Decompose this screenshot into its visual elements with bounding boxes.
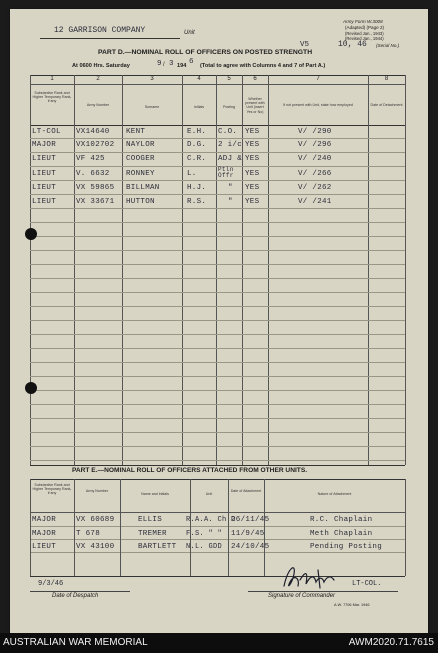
e-table-bottom-border: [30, 576, 405, 577]
ruled-line: [30, 390, 405, 391]
ruled-line: [30, 446, 405, 447]
part-e-title: PART E.—NOMINAL ROLL OF OFFICERS ATTACHED FROM OTHER UNITS.: [72, 467, 308, 474]
table-cell-initials: C.R.: [187, 155, 207, 163]
table-cell-posting: Ptln Offr: [218, 166, 234, 179]
col-header-rank: Substantive Rank and Higher Temporary Rank, if any: [32, 91, 72, 104]
e-col-divider: [228, 479, 229, 576]
col-divider: [216, 75, 217, 465]
col-number: 3: [150, 76, 154, 82]
ruled-line: [30, 404, 405, 405]
table-cell-initials: L.: [187, 170, 197, 178]
col-number: 8: [384, 76, 389, 82]
date-year-digit: 6: [189, 58, 194, 66]
e-table-cell-nature: Meth Chaplain: [310, 530, 373, 538]
ruled-line: [30, 222, 405, 223]
col-divider: [182, 75, 183, 465]
table-cell-surname: RONNEY: [126, 170, 155, 178]
col-number: 7: [316, 76, 320, 82]
col-header-number: Army Number: [86, 103, 110, 107]
caption-bar: [0, 633, 438, 653]
table-cell-employed: V/ /290: [298, 128, 332, 136]
ruled-line: [30, 320, 405, 321]
col-header-employed: If not present with Unit, state how employed: [283, 103, 353, 107]
col-divider: [368, 75, 369, 465]
col-divider: [74, 75, 75, 465]
table-cell-rank: LT-COL: [32, 128, 61, 136]
date-year-prefix: 194: [177, 63, 187, 69]
ruled-line: [30, 236, 405, 237]
table-cell-posting: ": [228, 198, 233, 206]
e-table-cell-date: 26/11/45: [231, 516, 270, 524]
date-month: 3: [169, 60, 174, 68]
signature-label: Signature of Commander: [268, 593, 336, 599]
serial-prefix: V5: [300, 41, 310, 49]
table-cell-surname: HUTTON: [126, 198, 155, 206]
e-col-divider: [30, 479, 31, 576]
e-table-cell-date: 24/10/45: [231, 543, 270, 551]
e-table-cell-unit: R.A.A. Ch D: [186, 516, 236, 524]
table-cell-surname: BILLMAN: [126, 184, 160, 192]
e-table-cell-date: 11/9/45: [231, 530, 265, 538]
document-page: [10, 9, 428, 633]
table-cell-employed: V/ /241: [298, 198, 332, 206]
e-row-line: [30, 539, 405, 540]
signature-underline: [248, 591, 398, 592]
e-table-cell-rank: MAJOR: [32, 516, 57, 524]
e-table-top-border: [30, 479, 405, 480]
e-col-header-date: Date of Attachment: [230, 489, 262, 493]
table-cell-rank: MAJOR: [32, 141, 57, 149]
unit-underline: [40, 38, 180, 39]
table-bottom-border: [30, 465, 405, 466]
col-header-surname: Surname: [144, 105, 160, 109]
e-row-line: [30, 526, 405, 527]
table-cell-number: VX 59865: [76, 184, 115, 192]
col-divider: [242, 75, 243, 465]
table-cell-initials: R.S.: [187, 198, 207, 206]
ruled-line: [30, 348, 405, 349]
caption-left: AUSTRALIAN WAR MEMORIAL: [3, 637, 148, 648]
date-day: 9: [157, 60, 162, 68]
ruled-line: [30, 376, 405, 377]
table-cell-initials: E.H.: [187, 128, 207, 136]
e-col-header-rank: Substantive Rank and Higher Temporary Rank, if any: [32, 483, 72, 496]
e-col-divider: [190, 479, 191, 576]
table-cell-present: YES: [245, 141, 260, 149]
commander-rank: LT-COL.: [352, 580, 382, 588]
printer-imprint: A.W. 7706 Mar. 1946: [334, 603, 370, 607]
at-hours: At 0600 Hrs. Saturday: [72, 63, 130, 69]
ruled-line: [30, 278, 405, 279]
ruled-line: [30, 362, 405, 363]
col-number: 1: [50, 76, 54, 82]
e-table-cell-number: VX 43100: [76, 543, 115, 551]
e-table-cell-rank: MAJOR: [32, 530, 57, 538]
e-table-cell-unit: F.S. " ": [186, 530, 223, 538]
header-bottom-border: [30, 125, 405, 126]
serial-number: 10, 46: [338, 40, 367, 49]
table-cell-employed: V/ /240: [298, 155, 332, 163]
table-cell-present: YES: [245, 184, 260, 192]
col-header-posting: Posting: [223, 105, 235, 109]
despatch-date: 9/3/46: [38, 580, 64, 588]
table-cell-number: VX102702: [76, 141, 115, 149]
table-cell-rank: LIEUT: [32, 155, 57, 163]
serial-label: (Serial No.): [376, 43, 400, 48]
table-cell-present: YES: [245, 128, 260, 136]
e-col-header-unit: Unit: [205, 492, 213, 496]
table-cell-posting: 2 i/c: [218, 141, 243, 149]
table-cell-employed: V/ /296: [298, 141, 332, 149]
col-divider: [122, 75, 123, 465]
table-cell-present: YES: [245, 170, 260, 178]
form-ref-2: (Adapted) (Page 2): [345, 25, 385, 30]
table-cell-rank: LIEUT: [32, 198, 57, 206]
table-cell-number: VF 425: [76, 155, 105, 163]
ruled-line: [30, 460, 405, 461]
table-cell-number: V. 6632: [76, 170, 110, 178]
col-header-present: Whether present with Unit (insert Yes or No): [245, 97, 265, 114]
table-cell-present: YES: [245, 198, 260, 206]
total-note: (Total to agree with Columns 4 and 7 of Part A.): [200, 63, 326, 69]
col-header-date: Date of Detachment: [370, 103, 403, 107]
despatch-label: Date of Despatch: [52, 593, 99, 599]
col-divider: [405, 75, 406, 465]
table-cell-rank: LIEUT: [32, 170, 57, 178]
e-table-cell-unit: N.L. GDD: [186, 543, 223, 551]
ruled-line: [30, 250, 405, 251]
ruled-line: [30, 264, 405, 265]
ruled-line: [30, 334, 405, 335]
part-d-title: PART D.—NOMINAL ROLL OF OFFICERS ON POSTED STRENGTH: [98, 49, 313, 56]
ruled-line: [30, 152, 405, 153]
table-cell-present: YES: [245, 155, 260, 163]
e-table-cell-rank: LIEUT: [32, 543, 57, 551]
col-header-initials: Initials: [193, 105, 205, 109]
ruled-line: [30, 292, 405, 293]
form-ref-4: (Revised Jan., 1944): [345, 36, 384, 41]
e-col-divider: [264, 479, 265, 576]
e-table-cell-nature: R.C. Chaplain: [310, 516, 373, 524]
form-ref-1: Army Form W.3008: [343, 19, 383, 24]
table-cell-posting: ": [228, 184, 233, 192]
table-cell-employed: V/ /262: [298, 184, 332, 192]
e-table-cell-name: TREMER: [138, 530, 167, 538]
caption-right: AWM2020.71.7615: [348, 637, 434, 648]
table-cell-employed: V/ /266: [298, 170, 332, 178]
e-table-cell-nature: Pending Posting: [310, 543, 383, 551]
table-cell-surname: NAYLOR: [126, 141, 155, 149]
form-ref-3: (Revised Jan., 1943): [345, 31, 384, 36]
unit-label: Unit: [184, 30, 195, 36]
table-cell-surname: COOGER: [126, 155, 155, 163]
col-number: 4: [197, 76, 201, 82]
punch-hole: [25, 228, 37, 240]
unit-name: 12 GARRISON COMPANY: [54, 26, 146, 35]
date-separator: /: [163, 62, 165, 68]
e-table-cell-number: T 678: [76, 530, 101, 538]
col-number: 5: [227, 76, 231, 82]
col-number: 6: [253, 76, 257, 82]
despatch-underline: [30, 591, 130, 592]
e-row-line: [30, 552, 405, 553]
colnum-border: [30, 84, 405, 85]
e-col-divider: [405, 479, 406, 576]
table-cell-initials: D.G.: [187, 141, 207, 149]
ruled-line: [30, 432, 405, 433]
col-divider: [30, 75, 31, 465]
ruled-line: [30, 306, 405, 307]
e-col-header-nature: Nature of Attachment: [317, 492, 352, 496]
ruled-line: [30, 194, 405, 195]
col-number: 2: [96, 76, 100, 82]
e-header-bottom-border: [30, 512, 405, 513]
table-cell-number: VX14640: [76, 128, 110, 136]
table-cell-initials: H.J.: [187, 184, 207, 192]
punch-hole: [25, 382, 37, 394]
table-cell-rank: LIEUT: [32, 184, 57, 192]
e-table-cell-number: VX 60689: [76, 516, 115, 524]
e-col-header-name: Name and Initials: [141, 492, 169, 496]
table-cell-posting: ADJ &: [218, 155, 243, 163]
e-col-divider: [74, 479, 75, 576]
e-table-cell-name: ELLIS: [138, 516, 163, 524]
table-cell-surname: KENT: [126, 128, 146, 136]
ruled-line: [30, 180, 405, 181]
ruled-line: [30, 208, 405, 209]
table-cell-posting: C.O.: [218, 128, 238, 136]
ruled-line: [30, 418, 405, 419]
ruled-line: [30, 138, 405, 139]
e-col-header-number: Army Number: [85, 489, 109, 493]
col-divider: [268, 75, 269, 465]
e-table-cell-name: BARTLETT: [138, 543, 177, 551]
table-cell-number: VX 33671: [76, 198, 115, 206]
e-col-divider: [120, 479, 121, 576]
